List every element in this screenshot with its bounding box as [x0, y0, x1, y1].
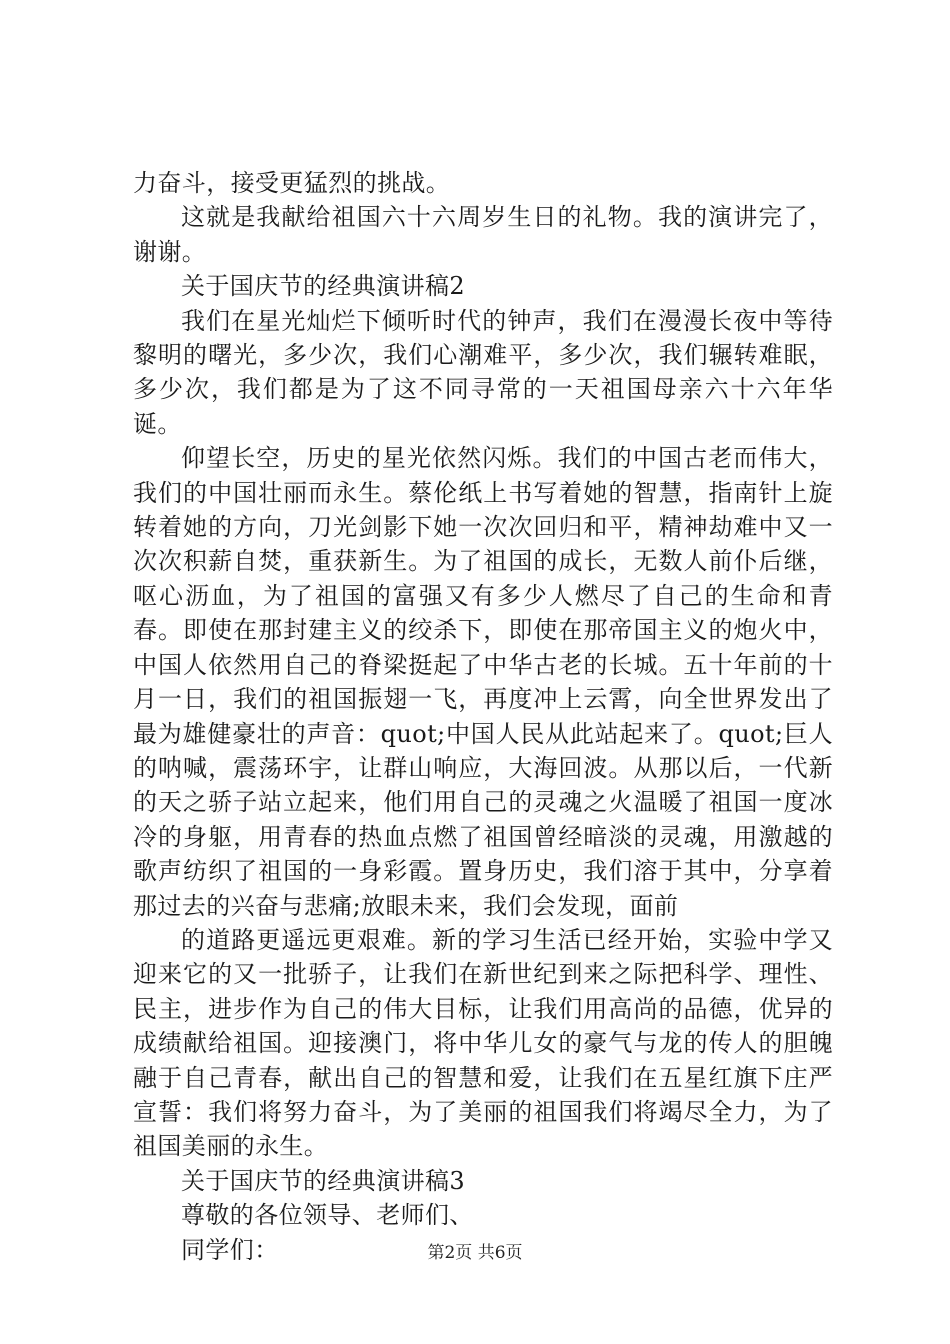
paragraph: 的道路更遥远更艰难。新的学习生活已经开始，实验中学又迎来它的又一批骄子，让我们在新世纪到来之际把科学、理性、民主，进步作为自己的伟大目标，让我们用高尚的品德，优异的成绩献给祖国。迎接澳门，将中华儿女的豪气与龙的传人的胆魄融于自己青春，献出自己的智慧和爱，让我们在五星红旗下庄严宣誓：我们将努力奋斗，为了美丽的祖国我们将竭尽全力，为了祖国美丽的永生。: [133, 925, 833, 1161]
paragraph: 仰望长空，历史的星光依然闪烁。我们的中国古老而伟大，我们的中国壮丽而永生。蔡伦纸上书写着她的智慧，指南针上旋转着她的方向，刀光剑影下她一次次回归和平，精神劫难中又一次次积薪自焚，重获新生。为了祖国的成长，无数人前仆后继，呕心沥血，为了祖国的富强又有多少人燃尽了自己的生命和青春。即使在那封建主义的绞杀下，即使在那帝国主义的炮火中，中国人依然用自己的脊梁挺起了中华古老的长城。五十年前的十月一日，我们的祖国振翅一飞，再度冲上云霄，向全世界发出了最为雄健豪壮的声音：quot;中国人民从此站起来了。quot;巨人的呐喊，震荡环宇，让群山响应，大海回波。从那以后，一代新的天之骄子站立起来，他们用自己的灵魂之火温暖了祖国一度冰冷的身躯，用青春的热血点燃了祖国曾经暗淡的灵魂，用激越的歌声纺织了祖国的一身彩霞。置身历史，我们溶于其中，分享着那过去的兴奋与悲痛;放眼未来，我们会发现，面前: [133, 444, 833, 920]
salutation-line: 尊敬的各位领导、老师们、: [181, 1201, 474, 1230]
page-footer: [0, 1242, 950, 1264]
section-heading: 关于国庆节的经典演讲稿3: [181, 1166, 466, 1195]
paragraph: 力奋斗，接受更猛烈的挑战。: [133, 169, 451, 197]
page-number: 第2页 共6页: [427, 1243, 523, 1263]
paragraph: 这就是我献给祖国六十六周岁生日的礼物。我的演讲完了，谢谢。: [133, 203, 833, 266]
document-body: [133, 166, 833, 1267]
paragraph: 我们在星光灿烂下倾听时代的钟声，我们在漫漫长夜中等待黎明的曙光，多少次，我们心潮难平，多少次，我们辗转难眠，多少次，我们都是为了这不同寻常的一天祖国母亲六十六年华诞。: [133, 306, 833, 438]
salutation-line: 同学们：: [181, 1235, 279, 1264]
section-heading: 关于国庆节的经典演讲稿2: [181, 272, 466, 301]
